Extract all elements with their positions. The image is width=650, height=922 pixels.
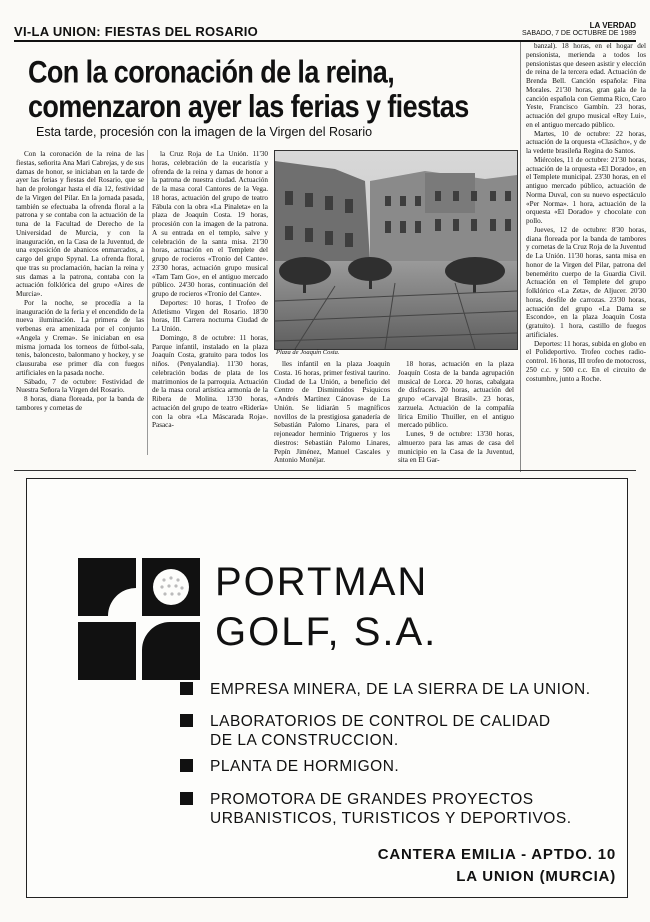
section-title: VI-LA UNION: FIESTAS DEL ROSARIO (14, 24, 259, 39)
paragraph: 18 horas, actuación en la plaza Joaquín Costa de la banda agrupación musical de Lorca. 20 horas, cabalgata de disfraces. 20 horas, actuación del grupo «Carvajal Brasil». 23 horas, zarzuela. Actuación de la compañía lírica Emilio Thuiller, en el antiguo mercado público. (398, 360, 514, 430)
bullet-square-icon (180, 759, 193, 772)
headline-line-1: Con la coronación de la reina, (28, 55, 395, 90)
article-subheadline: Esta tarde, procesión con la imagen de la Virgen del Rosario (36, 125, 373, 139)
issue-date: SABADO, 7 DE OCTUBRE DE 1989 (522, 30, 636, 37)
paragraph: Por la noche, se procedía a la inauguración de la feria y el encendido de la nueva iluminación. La primera de las verbenas era amenizada por el conjunto «Angela y Crema». Se iniciaban en esa misma jornada los torneos de fútbol-sala, tenis, baloncesto, balonmano y hockey, y se clausuraba ese primer día con fuegos artificiales en la pasada noche. (16, 298, 144, 377)
service-text: LABORATORIOS DE CONTROL DE CALIDAD (210, 713, 551, 730)
paragraph: Jueves, 12 de octubre: 8'30 horas, diana floreada por la banda de tambores y cornetas de la Cruz Roja de la Juventud de La Unión. 11'30 horas, santa misa en honor de la Virgen del Pilar, patrona del benemérito cuerpo de la Guardia Civil. Actuación en el Templete del grupo folklórico «La Zeta», de Aljucer. 20'30 horas, desfile de carrozas. 23'30 horas, actuación del grupo «La Dama se Escondo», en la plaza Joaquín Costa (gratuito). 1 hora, castillo de fuegos artificiales. (526, 225, 646, 339)
article-column-3 (274, 360, 390, 465)
article-column-1 (16, 150, 144, 455)
section-divider (14, 470, 636, 471)
service-text: EMPRESA MINERA, DE LA SIERRA DE LA UNION. (210, 681, 591, 698)
masthead (522, 22, 636, 38)
plaza-photo (274, 150, 518, 350)
paragraph: Deportes: 11 horas, subida en globo en el Polideportivo. Trofeo coches radio-control. 16 horas, III trofeo de motocross, 250 c.c. y 500 c.c. En el circuito de costumbre, junto a Roche. (526, 339, 646, 383)
paragraph: 8 horas, diana floreada, por la banda de tambores y cornetas de (16, 395, 144, 412)
bullet-square-icon (180, 714, 193, 727)
service-text: PLANTA DE HORMIGON. (210, 758, 400, 775)
bullet-square-icon (180, 682, 193, 695)
paragraph: Miércoles, 11 de octubre: 21'30 horas, actuación de la orquesta «El Dorado», en el Templete municipal. 23'30 horas, en el antiguo mercado público, actuación de Norma Duval, con su nuevo espectáculo «Per Norma». 1 hora, actuación de la orquesta «El Dorado» y chocolate con pollo. (526, 155, 646, 225)
contact-address: CANTERA EMILIA - APTDO. 10 (377, 846, 616, 863)
paragraph: Domingo, 8 de octubre: 11 horas, Parque infantil, instalado en la plaza Joaquín Costa, gratuito para todos los niños. (Penyalandia). 11'30 horas, celebración bodas de plata de los matrimonios de la parroquia. Actuación de la masa coral artística armonía de la Ribera de Molina. 13'30 horas, actuación del grupo de teatro «Ridería» con la obra «La Máscarada Roja». Pasaca- (152, 333, 268, 430)
photo-caption: Plaza de Joaquín Costa. (276, 349, 340, 356)
column-divider (147, 150, 148, 455)
paragraph: Con la coronación de la reina de las fiestas, señorita Ana Mari Cabrejas, y de sus damas de honor, se iniciaban en la tarde de ayer las ferias y fiestas del Rosario, que se han de prolongar hasta el día 12, festividad de la Virgen del Pilar. En la jornada pasada, también se efectuaba la ofrenda floral a la patrona y se contaba con la actuación de la tuna de la Facultad de Derecho de la Universidad de Murcia, y con la inauguración, en la Casa de la Juventud, de una exposición de abanicos enmarcados, a cargo del grupo Spynal. La ofrenda floral, que tras su proclamación, hacían la reina y sus damas a la patrona, contaba con la actuación folklórica del grupo «Aires de Murcia». (16, 150, 144, 298)
article-column-2 (152, 150, 268, 455)
paragraph: Deportes: 10 horas, I Trofeo de Atletismo Virgen del Rosario. 18'30 horas, III Carrera nocturna Ciudad de La Unión. (152, 298, 268, 333)
service-text-continued: URBANISTICOS, TURISTICOS Y DEPORTIVOS. (210, 810, 572, 827)
paragraph: lles infantil en la plaza Joaquín Costa. 16 horas, primer festival taurino. Ciudad de La Unión, a beneficio del Centro de Disminuidos Psíquicos «Andrés Martínez Cánovas» de La Unión. Se lidiarán 5 magníficos novillos de la prestigiosa ganadería de Sebastián Palomo Linares, para el rejoneador herminio Trigueros y los diestros: Sebastián Palomo Linares, Pepín Jiménez, Manuel Cascales y Antonio Monéjar. (274, 360, 390, 465)
brand-company-type: GOLF, S.A. (215, 610, 438, 654)
paragraph: Sábado, 7 de octubre: Festividad de Nuestra Señora la Virgen del Rosario. (16, 377, 144, 395)
brand-name: PORTMAN (215, 560, 429, 604)
article-column-4 (398, 360, 514, 465)
headline-line-2: comenzaron ayer las ferias y fiestas (28, 89, 469, 124)
bullet-square-icon (180, 792, 193, 805)
plaza-photo-image (275, 151, 517, 349)
service-text: PROMOTORA DE GRANDES PROYECTOS (210, 791, 534, 808)
newspaper-name: LA VERDAD (589, 21, 636, 30)
paragraph: Martes, 10 de octubre: 22 horas, actuación de la orquesta «Clasicho», y de la vedette brasileña Regina do Santos. (526, 129, 646, 155)
contact-location: LA UNION (MURCIA) (456, 868, 616, 885)
paragraph: banzal). 18 horas, en el hogar del pensionista, merienda a todos los pensionistas que deseen asistir y elección de reina de la tercera edad. Actuación de Brenda Bell. Canción española: Fina Morales. 21'30 horas, gran gala de la canción española con Gemma Rico, Caro Yeste, Francisco Gambín. 23 horas, actuación del grupo musical «Rey Lui», en el antiguo mercado público. (526, 42, 646, 129)
article-column-5 (520, 42, 646, 472)
paragraph: Lunes, 9 de octubre: 13'30 horas, almuerzo para las amas de casa del municipio en la Casa de la Juventud, sita en El Gar- (398, 430, 514, 465)
portman-golf-logo (78, 558, 200, 680)
paragraph: la Cruz Roja de La Unión. 11'30 horas, celebración de la eucaristía y ofrenda de la reina y damas de honor a la patrona de nuestra ciudad. Actuación de la masa coral Cantores de la Vega. 18 horas, actuación del grupo de teatro Fábula con la obra «La Pinaleta» en la plaza de Joaquín Costa. 19 horas, procesión con la imagen de la patrona. A su entrada en el templo, salve y celebración de la santa misa. 21'30 horas, actuación en el Templete del grupo de rocieros «Tronío del Cante». 23'30 horas, actuación grupo musical «Tam Tam Go», en el antiguo mercado público. 24'30 horas, continuación del grupo de rocieros «Tronío del Cante». (152, 150, 268, 298)
article-headline (28, 55, 498, 124)
service-text-continued: DE LA CONSTRUCCION. (210, 732, 399, 749)
